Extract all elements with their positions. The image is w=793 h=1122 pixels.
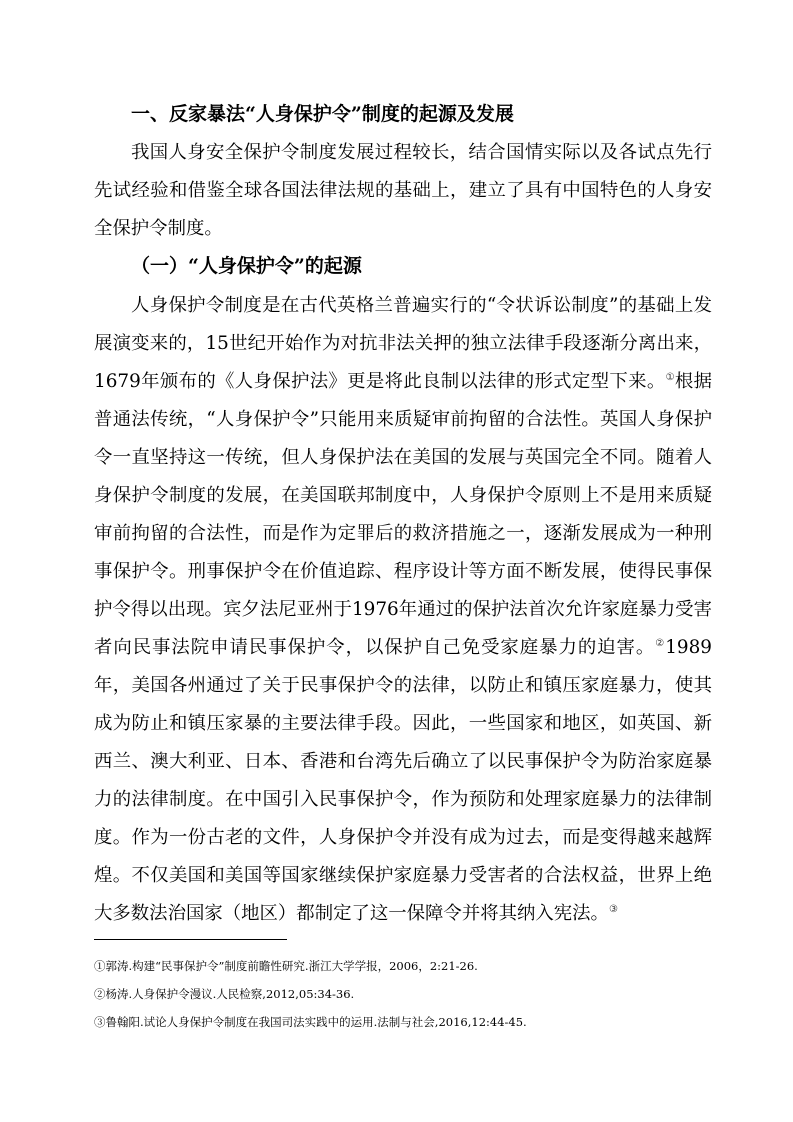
- footnote-2: ②杨涛.人身保护令漫议.人民检察,2012,05:34-36.: [94, 987, 355, 1001]
- footnote-1: ①郭涛.构建“民事保护令”制度前瞻性研究.浙江大学学报，2006，2:21-26.: [94, 959, 478, 973]
- footnote-3: ③鲁翰阳.试论人身保护令制度在我国司法实践中的运用.法制与社会,2016,12:44-45.: [94, 1015, 527, 1029]
- footnote-separator: [94, 939, 287, 940]
- paragraph-text-part-3: 1989年，美国各州通过了关于民事保护令的法律，以防止和镇压家庭暴力，使其成为防止和镇压家暴的主要法律手段。因此，一些国家和地区，如英国、新西兰、澳大利亚、日本、香港和台湾先后确立了以民事保护令为防治家庭暴力的法律制度。在中国引入民事保护令，作为预防和处理家庭暴力的法律制度。作为一份古老的文件，人身保护令并没有成为过去，而是变得越来越辉煌。不仅美国和美国等国家继续保护家庭暴力受害者的合法权益，世界上绝大多数法治国家（地区）都制定了这一保障令并将其纳入宪法。: [94, 637, 712, 924]
- section-heading: 一、反家暴法“人身保护令”制度的起源及发展: [131, 103, 514, 125]
- intro-paragraph: 我国人身安全保护令制度发展过程较长，结合国情实际以及各试点先行先试经验和借鉴全球各国法律法规的基础上，建立了具有中国特色的人身安全保护令制度。: [94, 142, 712, 239]
- paragraph-text-part-1: 人身保护令制度是在古代英格兰普遍实行的“令状诉讼制度”的基础上发展演变来的，15世纪开始作为对抗非法关押的独立法律手段逐渐分离出来，1679年颁布的《人身保护法》更是将此良制以法律的形式定型下来。: [94, 295, 712, 392]
- subsection-heading: （一）“人身保护令”的起源: [131, 255, 362, 277]
- footnote-ref-3[interactable]: ③: [608, 903, 618, 915]
- footnote-ref-2[interactable]: ②: [655, 637, 666, 649]
- footnote-ref-1[interactable]: ①: [665, 371, 675, 383]
- body-paragraph: [94, 287, 712, 933]
- paragraph-text-part-2: 根据普通法传统，“人身保护令”只能用来质疑审前拘留的合法性。英国人身保护令一直坚持这一传统，但人身保护法在美国的发展与英国完全不同。随着人身保护令制度的发展，在美国联邦制度中，人身保护令原则上不是用来质疑审前拘留的合法性，而是作为定罪后的救济措施之一，逐渐发展成为一种刑事保护令。刑事保护令在价值追踪、程序设计等方面不断发展，使得民事保护令得以出现。宾夕法尼亚州于1976年通过的保护法首次允许家庭暴力受害者向民事法院申请民事保护令，以保护自己免受家庭暴力的迫害。: [94, 371, 712, 658]
